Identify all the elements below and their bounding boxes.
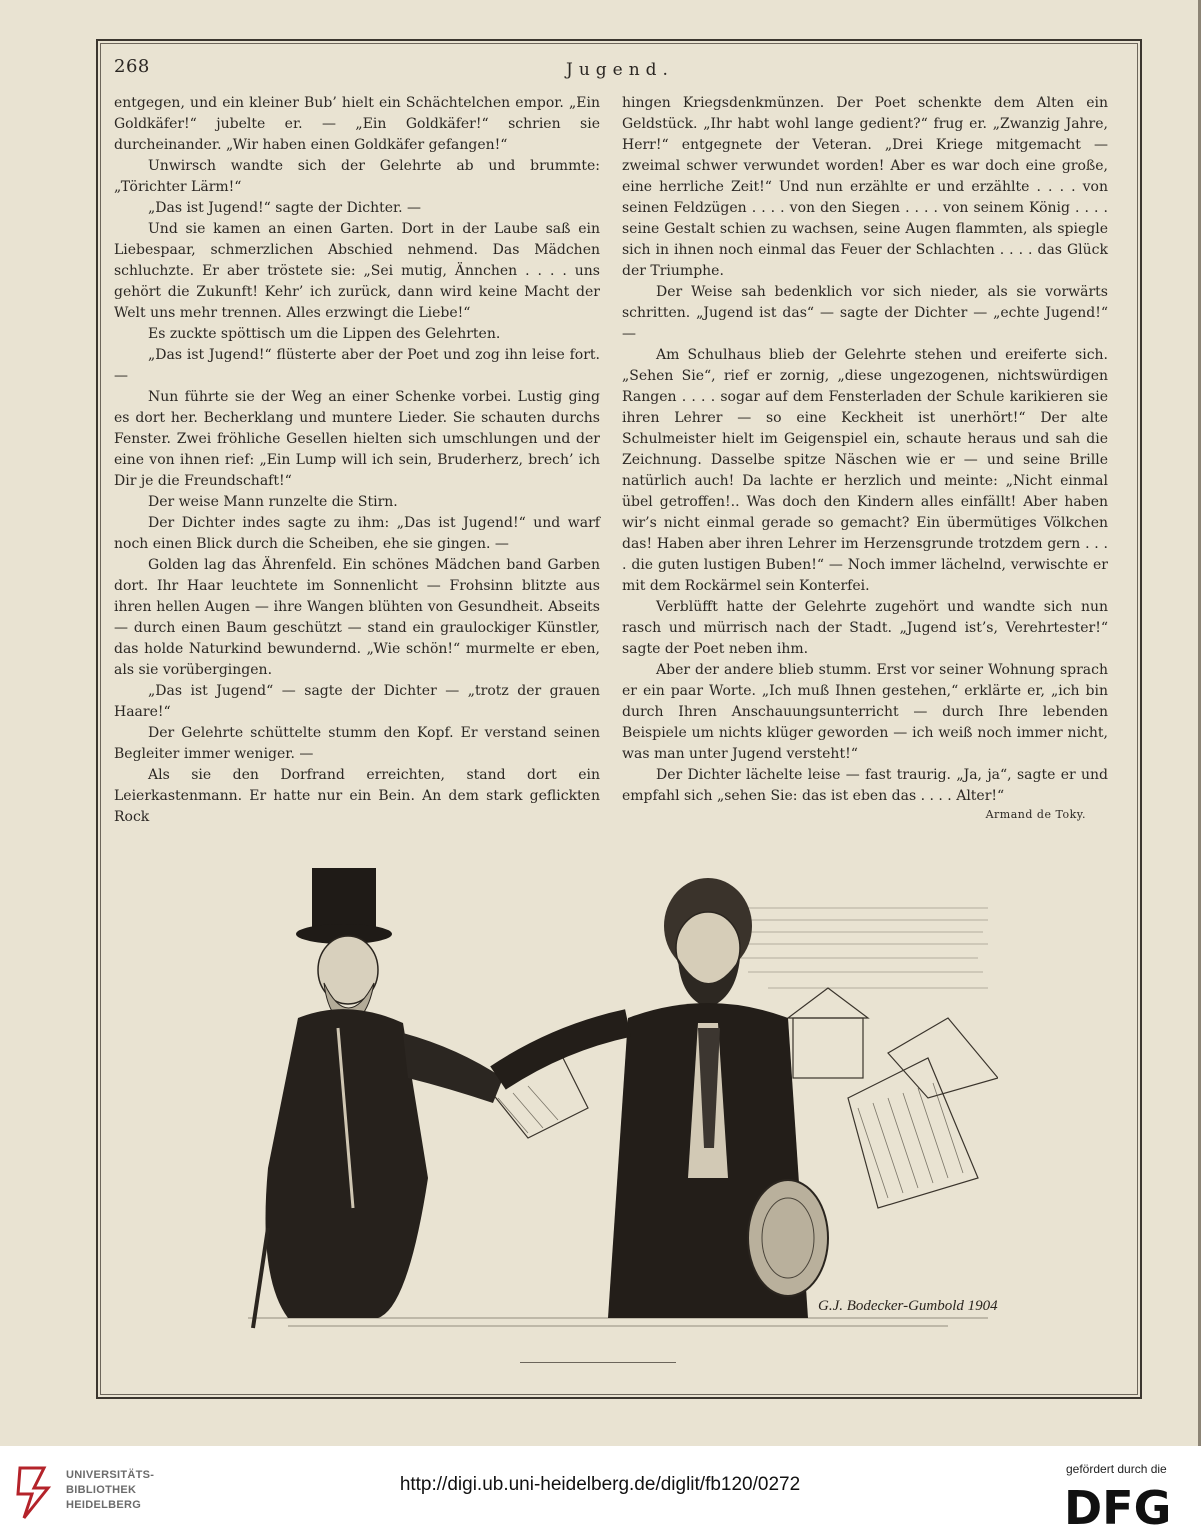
- running-head: Jugend.: [566, 60, 674, 80]
- paragraph: entgegen, und ein kleiner Bub’ hielt ein Schächtelchen empor. „Ein Goldkäfer!“ jubelte er. — „Ein Goldkäfer!“ schrien sie durcheinander. „Wir haben einen Goldkäfer gefangen!“: [114, 95, 600, 153]
- paragraph: Der Gelehrte schüttelte stumm den Kopf. Er verstand seinen Begleiter immer weniger. —: [114, 725, 600, 762]
- author-signature: Armand de Toky.: [985, 808, 1086, 821]
- digitization-footer: [0, 1446, 1201, 1538]
- paragraph: „Das ist Jugend“ — sagte der Dichter — „trotz der grauen Haare!“: [114, 683, 600, 720]
- paragraph: Verblüfft hatte der Gelehrte zugehört und wandte sich nun rasch und mürrisch nach der Stadt. „Jugend ist’s, Verehrtester!“ sagte der Poet neben ihm.: [622, 599, 1108, 657]
- paragraph: Nun führte sie der Weg an einer Schenke vorbei. Lustig ging es dort her. Becherklang und muntere Lieder. Sie schauten durchs Fenster. Zwei fröhliche Gesellen hielten sich umschlungen und der eine von ihnen rief: „Ein Lump will ich sein, Bruderherz, brech’ ich Dir je die Freundschaft!“: [114, 389, 600, 489]
- source-url-link[interactable]: http://digi.ub.uni-heidelberg.de/diglit/fb120/0272: [399, 1474, 801, 1495]
- library-name: UNIVERSITÄTS- BIBLIOTHEK HEIDELBERG: [66, 1469, 155, 1511]
- dfg-logo-text: DFG: [1064, 1481, 1172, 1530]
- library-logo-icon: [14, 1462, 58, 1522]
- paragraph: Golden lag das Ährenfeld. Ein schönes Mädchen band Garben dort. Ihr Haar leuchtete im Sonnenlicht — Frohsinn blitzte aus ihren hellen Augen — ihre Wangen blühten von Gesundheit. Abseits — durch einen Baum geschützt — stand ein graulockiger Künstler, das holde Naturkind bewundernd. „Wie schön!“ murmelte er eben, als sie vorübergingen.: [114, 557, 600, 678]
- paragraph: hingen Kriegsdenkmünzen. Der Poet schenkte dem Alten ein Geldstück. „Ihr habt wohl lange gedient?“ frug er. „Zwanzig Jahre, Herr!“ entgegnete der Veteran. „Drei Kriege mitgemacht — zweimal schwer verwundet worden! Aber es war doch eine große, eine herrliche Zeit!“ Und nun erzählte er und erzählte . . . . von seinen Feldzügen . . . . von den Siegen . . . . von seinem König . . . . seine Gestalt schien zu wachsen, seine Augen flammten, als spiegle sich in ihnen noch einmal das Feuer der Schlachten . . . . das Glück der Triumphe.: [622, 95, 1108, 279]
- paragraph: Der weise Mann runzelte die Stirn.: [148, 494, 398, 510]
- article-column-left: [114, 93, 600, 828]
- illustration-two-men: [228, 848, 998, 1336]
- paragraph: Als sie den Dorfrand erreichten, stand dort ein Leierkastenmann. Er hatte nur ein Bein. An dem stark geflickten Rock: [114, 767, 600, 825]
- funder-caption: gefördert durch die: [1066, 1462, 1167, 1476]
- article-column-right: [622, 93, 1108, 823]
- paragraph: Am Schulhaus blieb der Gelehrte stehen und ereiferte sich. „Sehen Sie“, rief er zornig, „diese ungezogenen, nichtswürdigen Rangen . . . . sogar auf dem Fensterladen der Schule karikieren sie ihren Lehrer — so eine Keckheit ist unerhört!“ Der alte Schulmeister hielt im Geigenspiel ein, schaute heraus und sah die Zeichnung. Dasselbe spitze Näschen wie er — und seine Brille natürlich auch! Da lachte er herzlich und meinte: „Nicht einmal übel getroffen!.. Was doch den Kindern alles einfällt! Aber haben wir’s nicht einmal gerade so gemacht? Ein übermütiges Völkchen das! Haben aber ihren Lehrer im Herzensgrunde trotzdem gern . . . . die guten lustigen Buben!“ — Noch immer lächelnd, verwischte er mit dem Rockärmel sein Konterfei.: [622, 347, 1108, 594]
- paragraph: Es zuckte spöttisch um die Lippen des Gelehrten.: [148, 326, 501, 342]
- artist-signature: G.J. Bodecker-Gumbold 1904: [818, 1298, 998, 1314]
- paragraph: „Das ist Jugend!“ flüsterte aber der Poet und zog ihn leise fort. —: [114, 347, 600, 384]
- page-number: 268: [114, 56, 150, 77]
- paragraph: „Das ist Jugend!“ sagte der Dichter. —: [148, 200, 422, 216]
- paragraph: Der Weise sah bedenklich vor sich nieder, als sie vorwärts schritten. „Jugend ist das“ — sagte der Dichter — „echte Jugend!“ —: [622, 284, 1108, 342]
- paragraph: Aber der andere blieb stumm. Erst vor seiner Wohnung sprach er ein paar Worte. „Ich muß Ihnen gestehen,“ erklärte er, „ich bin durch Ihren Anschauungsunterricht — durch Ihre lebenden Beispiele um nichts klüger geworden — ich weiß noch immer nicht, was man unter Jugend versteht!“: [622, 662, 1108, 762]
- scholar-figure: [253, 868, 503, 1328]
- paragraph: Und sie kamen an einen Garten. Dort in der Laube saß ein Liebespaar, schmerzlichen Abschied nehmend. Das Mädchen schluchzte. Er aber tröstete sie: „Sei mutig, Ännchen . . . . uns gehört die Zukunft! Kehr’ ich zurück, dann wird keine Macht der Welt uns mehr trennen. Alles erzwingt die Liebe!“: [114, 221, 600, 321]
- closing-rule: [520, 1362, 676, 1363]
- paragraph: Der Dichter lächelte leise — fast traurig. „Ja, ja“, sagte er und empfahl sich „sehen Sie: das ist eben das . . . . Alter!“: [622, 767, 1108, 804]
- dfg-logo-icon: [1060, 1480, 1188, 1530]
- paragraph: Unwirsch wandte sich der Gelehrte ab und brummte: „Törichter Lärm!“: [114, 158, 600, 195]
- paragraph: Der Dichter indes sagte zu ihm: „Das ist Jugend!“ und warf noch einen Blick durch die Scheiben, ehe sie gingen. —: [114, 515, 600, 552]
